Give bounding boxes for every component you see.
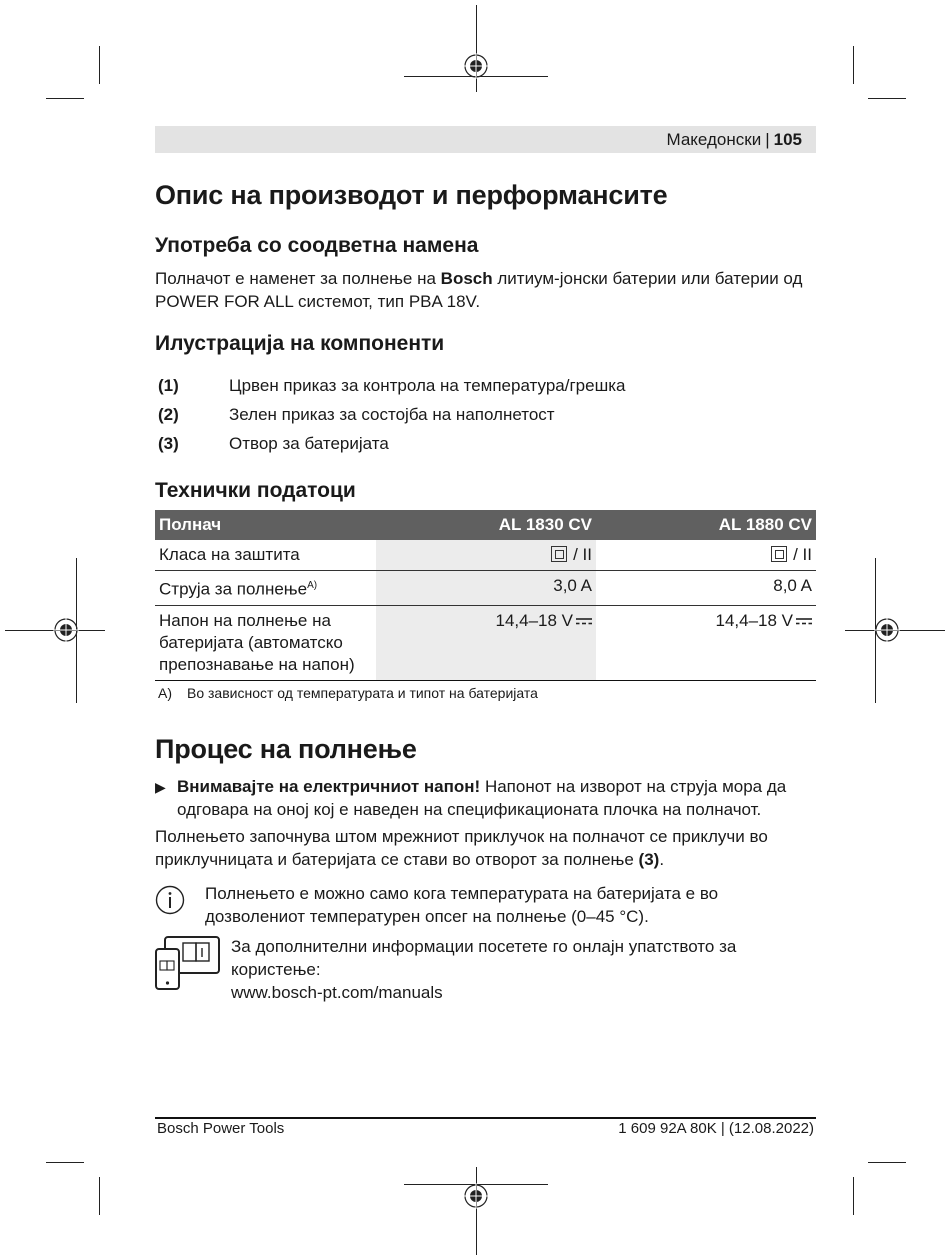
components-heading: Илустрација на компоненти [155,332,445,355]
cell-value: 14,4–18 V [495,610,573,630]
component-number: (2) [158,405,179,424]
online-manual-icon [155,935,221,991]
component-item [158,376,625,396]
intended-use-text-end: литиум-јонски батерии или батерии од POWER FOR ALL системот, тип PBA 18V. [155,269,803,311]
dc-current-icon [796,617,812,625]
registration-mark-icon [463,1183,489,1209]
table-cell [376,605,596,680]
footnote-ref: A) [307,580,318,591]
row-label [155,540,376,571]
component-label: Црвен приказ за контрола на температура/грешка [229,376,626,395]
component-ref: (3) [638,850,660,869]
info-note [155,882,815,928]
tech-data-table [155,510,816,681]
table-footnote [158,685,538,701]
manual-note [155,935,815,1004]
table-cell [596,540,816,571]
registration-mark-icon [53,617,79,643]
component-item [158,434,389,454]
component-number: (1) [158,376,179,395]
registration-mark-icon [874,617,900,643]
footnote-text: Во зависност од температурата и типот на батеријата [187,685,538,701]
manual-link[interactable]: www.bosch-pt.com/manuals [231,983,443,1002]
warning-text: Напонот на изворот на струја мора да одговара на оној кој е наведен на спецификационата плочка на полначот. [177,777,787,819]
header-language: Македонски [666,130,762,149]
charging-text: Полнењето започнува штом мрежниот приклучок на полначот се приклучи во приклучницата и батеријата се стави во отворот за полнење [155,827,768,869]
row-label [155,605,376,680]
table-row [155,571,816,606]
component-label: Зелен приказ за состојба на наполнетост [229,405,555,424]
column-header: Полнач [155,510,376,540]
charging-text-end: . [659,850,665,869]
table-cell [596,605,816,680]
column-header: AL 1880 CV [596,510,816,540]
info-text: Полнењето е можно само кога температурата на батеријата е во дозволениот температурен опсег на полнење (0–45 °C). [205,884,719,926]
cell-value: / II [573,545,592,564]
row-label-text: Класа на заштита [159,545,300,564]
footer-company: Bosch Power Tools [157,1120,285,1137]
cell-value: / II [793,545,812,564]
table-header-row [155,510,816,540]
page-header [155,126,816,153]
cell-value: 3,0 A [553,576,592,595]
charging-heading: Процес на полнење [155,734,417,764]
protection-class-icon [771,546,787,562]
info-icon [155,885,185,915]
row-label-text: Струја за полнење [159,579,308,599]
registration-mark-icon [463,53,489,79]
bullet-triangle-icon: ▶ [155,779,166,795]
table-cell [376,571,596,606]
table-cell [596,571,816,606]
component-item [158,405,555,425]
warning-item [155,775,815,821]
cell-value: 14,4–18 V [715,610,793,630]
intended-use-heading: Употреба со соодветна намена [155,234,479,257]
header-separator: | [765,130,770,149]
warning-bold: Внимавајте на електричниот напон! [177,777,481,796]
page-number: 105 [773,130,802,149]
component-label: Отвор за батеријата [229,434,389,453]
brand-name: Bosch [440,269,493,288]
intended-use-text [155,267,815,313]
cell-value: 8,0 A [773,576,812,595]
table-row [155,605,816,680]
tech-data-heading: Технички податоци [155,479,356,502]
row-label [155,571,376,606]
manual-text: За дополнителни информации посетете го онлајн упатството за користење: [231,937,737,979]
charging-paragraph [155,825,815,871]
component-number: (3) [158,434,179,453]
table-cell [376,540,596,571]
footer-doc-number: 1 609 92A 80K | (12.08.2022) [618,1120,814,1137]
protection-class-icon [551,546,567,562]
table-row [155,540,816,571]
dc-current-icon [576,617,592,625]
column-header: AL 1830 CV [376,510,596,540]
page-title: Опис на производот и перформансите [155,180,668,210]
footnote-mark: A) [158,685,172,701]
footer-rule [155,1117,816,1119]
row-label-text: Напон на полнење на батеријата (автоматско препознавање на напон) [159,610,355,674]
intended-use-text-start: Полначот е наменет за полнење на [155,269,441,288]
